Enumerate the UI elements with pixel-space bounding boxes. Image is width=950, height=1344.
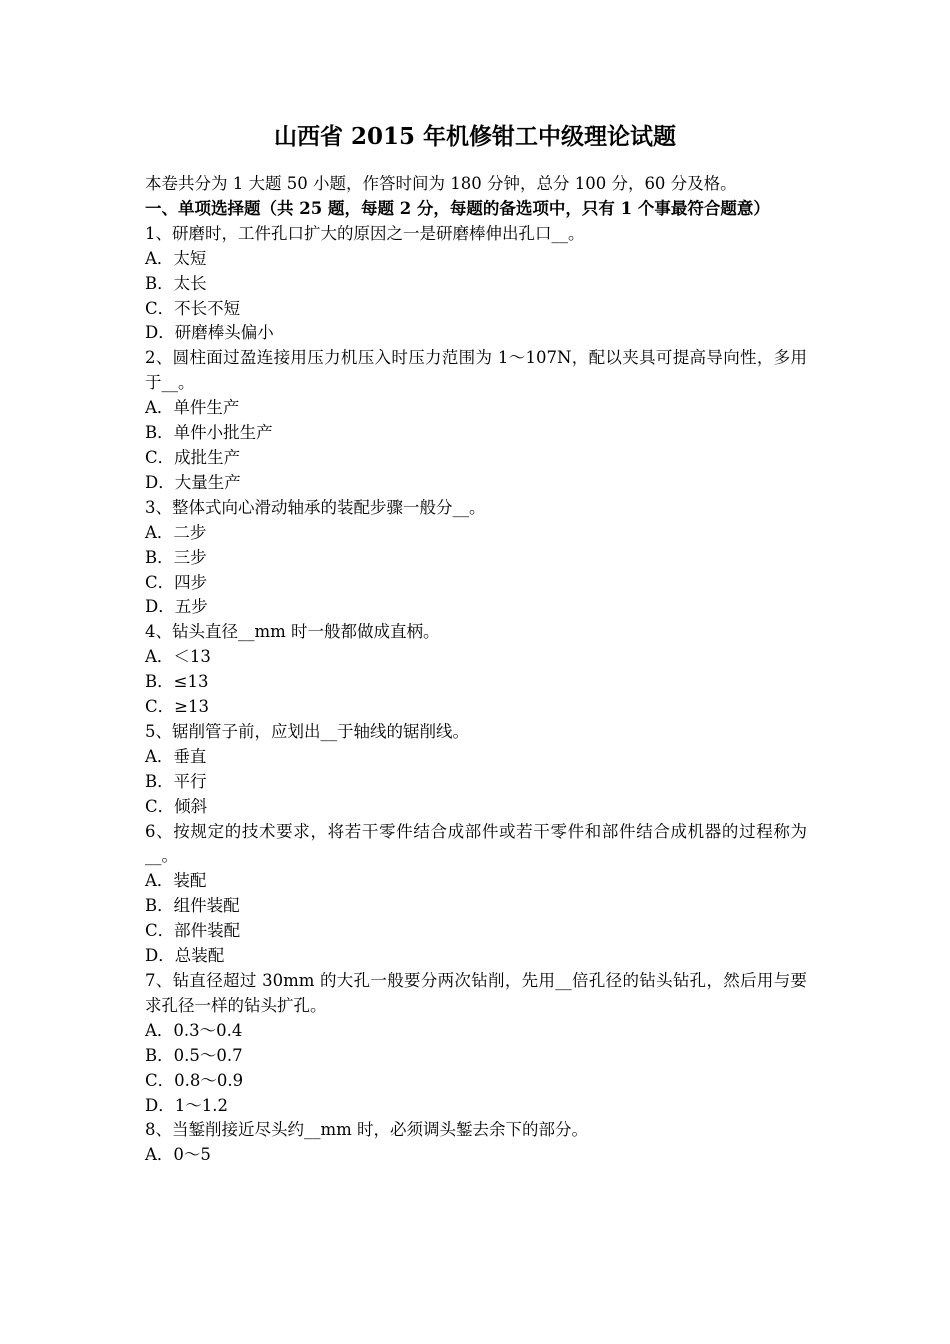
option-a: A．二步	[145, 522, 207, 542]
question-stem: 1、研磨时，工件孔口扩大的原因之一是研磨棒伸出孔口__。	[145, 223, 585, 243]
document-title: 山西省 2015 年机修钳工中级理论试题	[273, 123, 677, 150]
option-b: B．平行	[145, 771, 207, 791]
section-heading: 一、单项选择题（共 25 题，每题 2 分，每题的备选项中，只有 1 个事最符合题意）	[145, 198, 770, 218]
option-c: C．部件装配	[145, 921, 241, 941]
exam-intro: 本卷共分为 1 大题 50 小题，作答时间为 180 分钟，总分 100 分，60 分及格。	[145, 174, 737, 193]
option-d: D．大量生产	[145, 472, 241, 492]
option-a: A．＜13	[145, 647, 211, 667]
question-4	[145, 620, 807, 720]
option-c: C．倾斜	[145, 796, 208, 816]
question-6	[145, 820, 807, 969]
option-a: A．0.3～0.4	[145, 1020, 243, 1040]
option-d: D．总装配	[145, 946, 225, 966]
question-stem: 4、钻头直径__mm 时一般都做成直柄。	[145, 622, 440, 642]
option-b: B．≤13	[145, 672, 209, 692]
option-b: B．0.5～0.7	[145, 1045, 243, 1065]
option-c: C．四步	[145, 572, 208, 592]
question-stem: 2、圆柱面过盈连接用压力机压入时压力范围为 1～107N，配以夹具可提高导向性，多用于__。	[145, 348, 807, 393]
option-d: D．1～1.2	[145, 1095, 228, 1115]
question-stem: 8、当錾削接近尽头约__mm 时，必须调头錾去余下的部分。	[145, 1120, 589, 1140]
option-b: B．单件小批生产	[145, 423, 273, 443]
option-a: A．0～5	[145, 1145, 211, 1165]
option-b: B．太长	[145, 273, 207, 293]
question-stem: 6、按规定的技术要求，将若干零件结合成部件或若干零件和部件结合成机器的过程称为__。	[145, 821, 807, 866]
option-a: A．装配	[145, 871, 207, 891]
option-b: B．组件装配	[145, 896, 240, 916]
question-2	[145, 346, 807, 495]
option-a: A．垂直	[145, 746, 207, 766]
question-3	[145, 496, 807, 621]
option-d: D．五步	[145, 597, 208, 617]
option-b: B．三步	[145, 547, 207, 567]
option-c: C．成批生产	[145, 447, 241, 467]
option-d: D．研磨棒头偏小	[145, 323, 274, 343]
option-c: C．0.8～0.9	[145, 1070, 244, 1090]
question-stem: 5、锯削管子前，应划出__于轴线的锯削线。	[145, 721, 469, 741]
option-c: C．不长不短	[145, 298, 241, 318]
question-7	[145, 969, 807, 1118]
document-body	[145, 172, 807, 1168]
question-1	[145, 222, 807, 347]
option-c: C．≥13	[145, 697, 209, 717]
question-8	[145, 1118, 807, 1168]
option-a: A．太短	[145, 248, 207, 268]
option-a: A．单件生产	[145, 398, 240, 418]
question-stem: 7、钻直径超过 30mm 的大孔一般要分两次钻削，先用__倍孔径的钻头钻孔，然后用与要求孔径一样的钻头扩孔。	[145, 971, 807, 1015]
question-5	[145, 720, 807, 820]
question-stem: 3、整体式向心滑动轴承的装配步骤一般分__。	[145, 497, 486, 517]
